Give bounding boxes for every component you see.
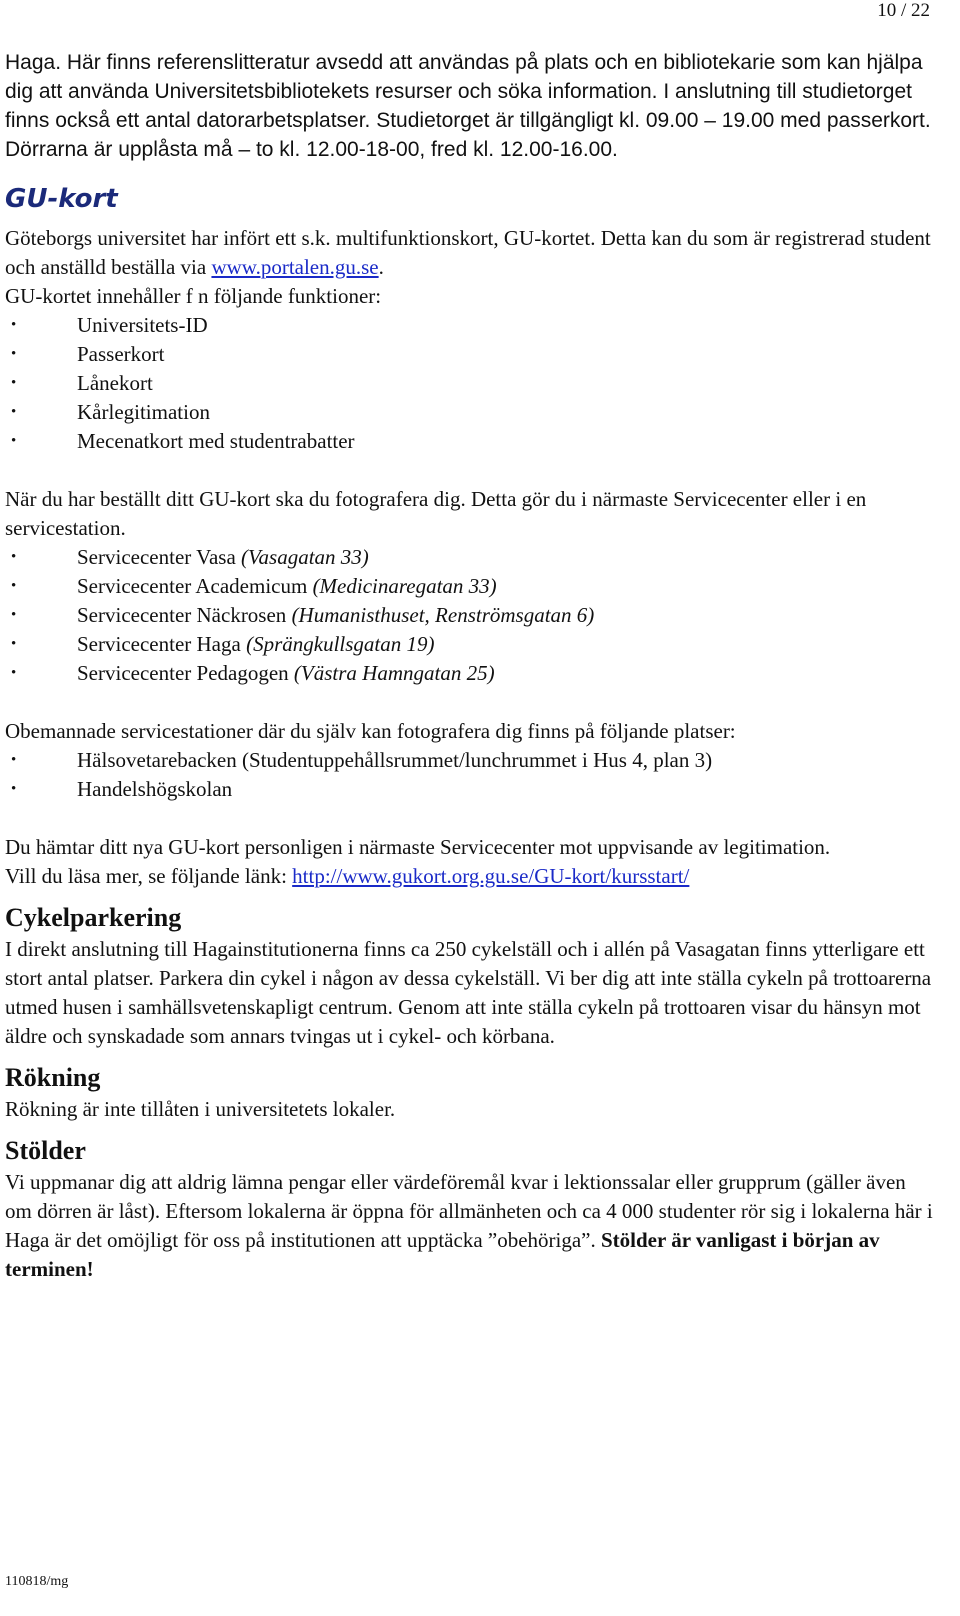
gukort-paragraph-3: När du har beställt ditt GU-kort ska du fotografera dig. Detta gör du i närmaste Servicecenter eller i en servicestation. (5, 487, 867, 540)
service-center-name: Servicecenter Vasa (77, 545, 236, 569)
page-number: 10 / 22 (877, 0, 930, 21)
gukort-paragraph-2: GU-kortet innehåller f n följande funktioner: (5, 284, 382, 308)
list-item: • Handelshögskolan (5, 775, 935, 804)
heading-rokning: Rökning (5, 1063, 101, 1092)
read-more-label: Vill du läsa mer, se följande länk: (5, 864, 293, 888)
rokning-paragraph: Rökning är inte tillåten i universitetets lokaler. (5, 1097, 396, 1121)
list-item: • Passerkort (5, 340, 935, 369)
gukort-p1-text: Göteborgs universitet har infört ett s.k. multifunktionskort, GU-kortet. Detta kan du som är registrerad student och anställd beställa via (5, 226, 931, 279)
list-item (5, 572, 935, 601)
list-item (5, 601, 935, 630)
list-item: • Hälsovetarebacken (Studentuppehållsrummet/lunchrummet i Hus 4, plan 3) (5, 746, 935, 775)
gukort-paragraph-5: Du hämtar ditt nya GU-kort personligen i närmaste Servicecenter mot uppvisande av legitimation. (5, 835, 831, 859)
list-item: • Mecenatkort med studentrabatter (5, 427, 935, 456)
service-center-address: (Sprängkullsgatan 19) (246, 632, 435, 656)
gukort-p1-end: . (378, 255, 384, 279)
heading-gu-kort: GU-kort (5, 184, 118, 214)
portalen-link[interactable]: www.portalen.gu.se (211, 255, 379, 279)
stolder-text: Vi uppmanar dig att aldrig lämna pengar eller värdeföremål kvar i lektionssalar eller grupprum (gäller även om dörren är låst). Eftersom lokalerna är öppna för allmänheten och ca 4 000 studenter rör sig i lokalerna här i Haga är det omöjligt för oss på institutionen att upptäcka ”obehöriga”. (5, 1170, 933, 1252)
gukort-link[interactable]: http://www.gukort.org.gu.se/GU-kort/kursstart/ (292, 864, 690, 888)
gukort-paragraph-4: Obemannade servicestationer där du själv kan fotografera dig finns på följande platser: (5, 719, 736, 743)
list-item (5, 543, 935, 572)
list-item (5, 630, 935, 659)
service-center-name: Servicecenter Haga (77, 632, 241, 656)
service-center-address: (Vasagatan 33) (241, 545, 369, 569)
list-item: • Universitets-ID (5, 311, 935, 340)
functions-list (5, 311, 935, 456)
service-center-address: (Medicinaregatan 33) (312, 574, 497, 598)
service-center-name: Servicecenter Pedagogen (77, 661, 289, 685)
list-item: • Kårlegitimation (5, 398, 935, 427)
gukort-paragraph-1 (5, 224, 935, 282)
heading-cykelparkering: Cykelparkering (5, 903, 182, 932)
cykel-paragraph: I direkt anslutning till Hagainstitutionerna finns ca 250 cykelställ och i allén på Vasagatan finns ytterligare ett stort antal platser. Parkera din cykel i någon av dessa cykelställ. Vi ber dig att inte ställa cykeln på trottoarerna utmed husen i samhällsvetenskapligt centrum. Genom att inte ställa cykeln på trottoaren visar du hänsyn mot äldre och synskadade som annars tvingas ut i cykel- och körbana. (5, 937, 932, 1048)
list-item (5, 659, 935, 688)
service-center-name: Servicecenter Academicum (77, 574, 308, 598)
service-center-address: (Humanisthuset, Renströmsgatan 6) (291, 603, 595, 627)
stations-list (5, 746, 935, 804)
gukort-paragraph-6 (5, 862, 935, 891)
stolder-warning: Stölder är vanligast i början av terminen! (5, 1228, 880, 1281)
service-centers-list (5, 543, 935, 688)
footer-code: 110818/mg (5, 1574, 69, 1589)
document-body (5, 48, 935, 1284)
list-item: • Lånekort (5, 369, 935, 398)
heading-stolder: Stölder (5, 1136, 86, 1165)
stolder-paragraph (5, 1168, 935, 1284)
service-center-address: (Västra Hamngatan 25) (293, 661, 495, 685)
intro-paragraph: Haga. Här finns referenslitteratur avsedd att användas på plats och en bibliotekarie som kan hjälpa dig att använda Universitetsbibliotekets resurser och söka information. I anslutning till studietorget finns också ett antal datorarbetsplatser. Studietorget är tillgängligt kl. 09.00 – 19.00 med passerkort. Dörrarna är upplåsta må – to kl. 12.00-18-00, fred kl. 12.00-16.00. (5, 51, 931, 161)
service-center-name: Servicecenter Näckrosen (77, 603, 287, 627)
